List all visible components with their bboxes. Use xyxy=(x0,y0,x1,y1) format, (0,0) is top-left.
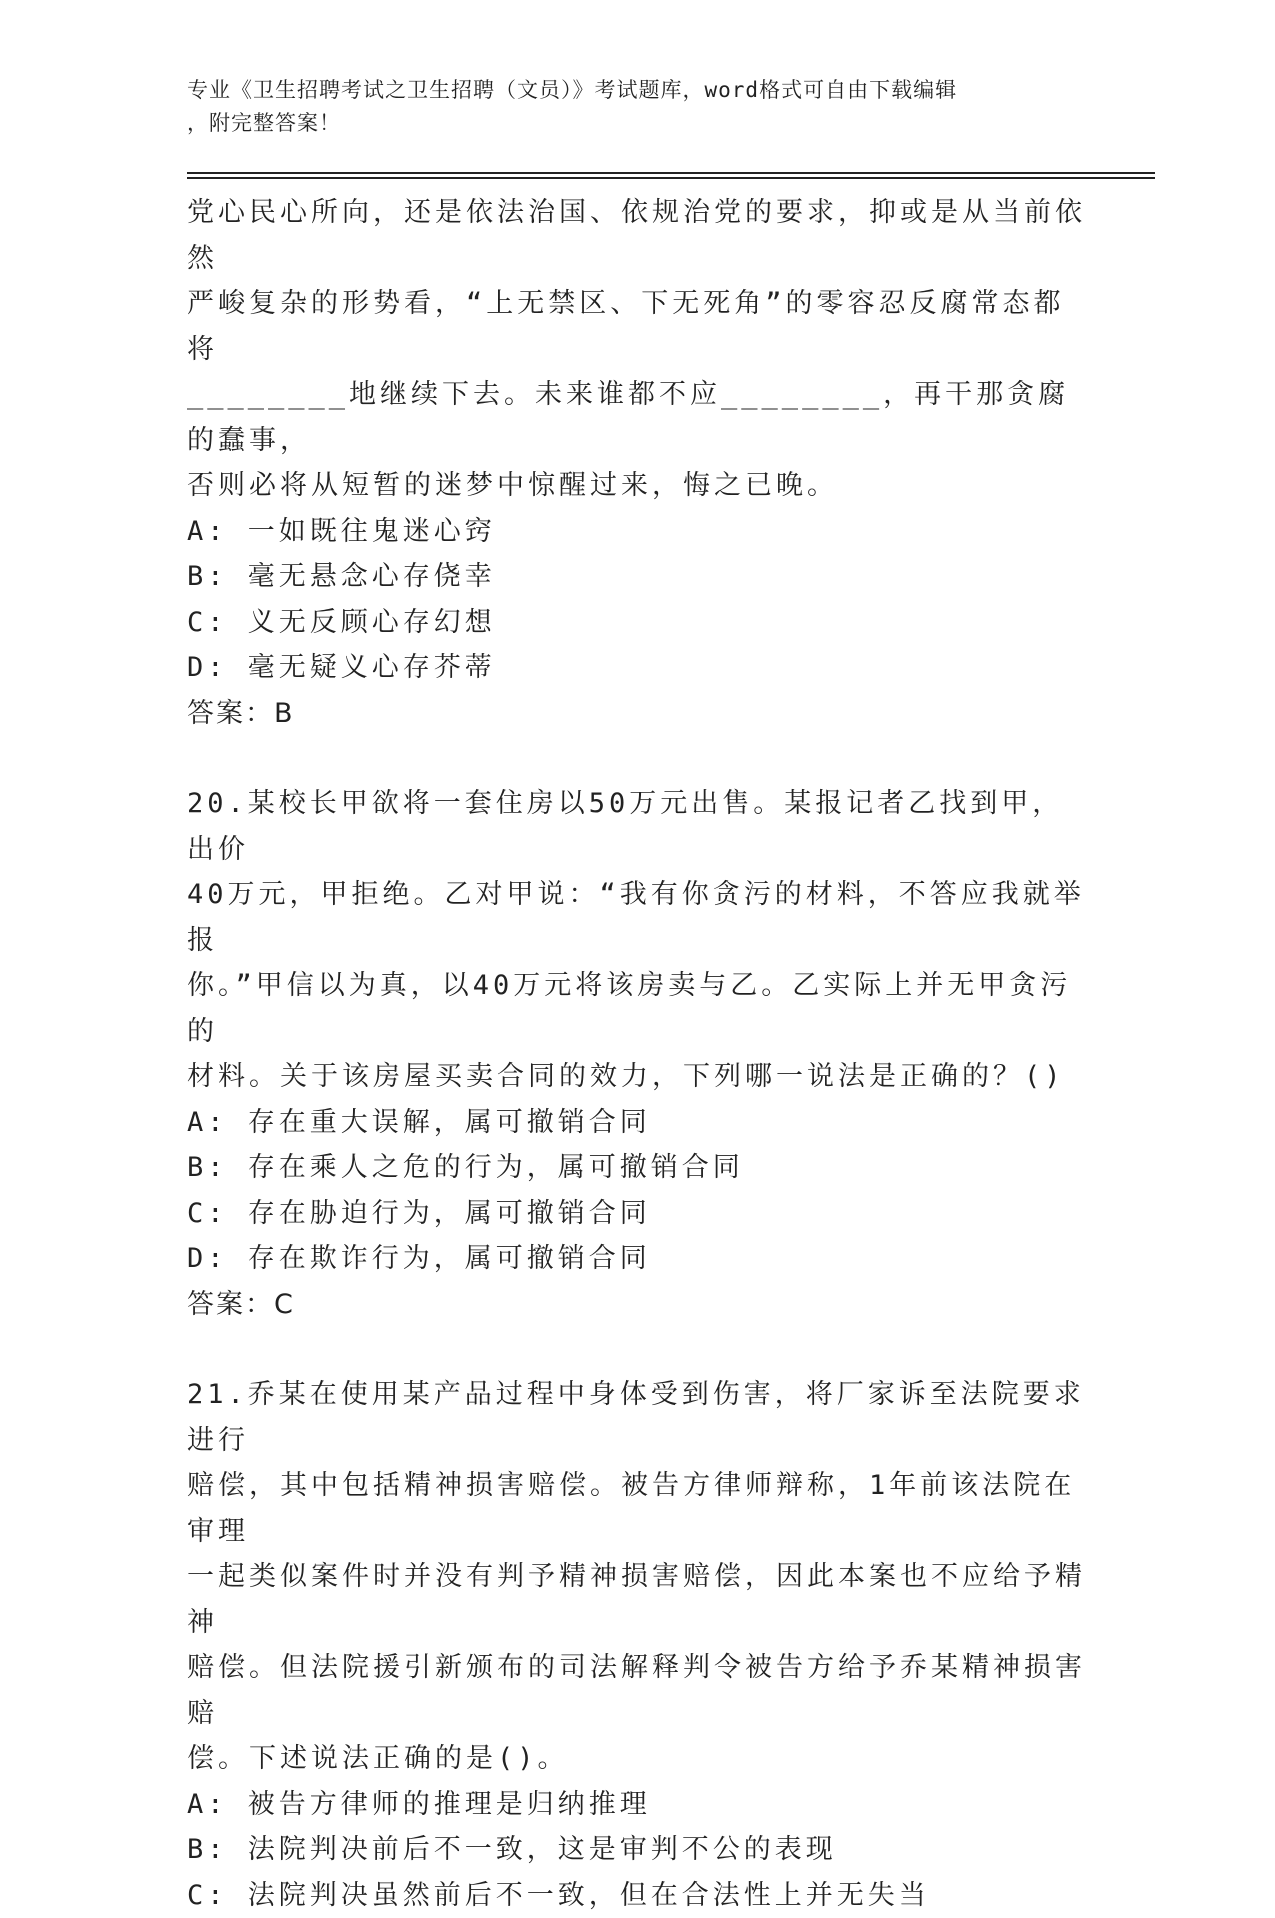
question-list xyxy=(187,190,1087,1918)
option-a: A: 一如既往鬼迷心窍 xyxy=(187,509,1087,555)
header-line-1: 专业《卫生招聘考试之卫生招聘（文员）》考试题库，word格式可自由下载编辑 xyxy=(187,74,1067,107)
option-d: D: 存在欺诈行为，属可撤销合同 xyxy=(187,1236,1087,1282)
question-line: ________地继续下去。未来谁都不应________，再干那贪腐的蠢事， xyxy=(187,372,1087,463)
answer-line: 答案：C xyxy=(187,1282,1087,1328)
option-b: B: 毫无悬念心存侥幸 xyxy=(187,554,1087,600)
header-rule-bottom xyxy=(187,177,1155,179)
question-line: 偿。下述说法正确的是()。 xyxy=(187,1736,1087,1782)
option-a: A: 被告方律师的推理是归纳推理 xyxy=(187,1782,1087,1828)
option-a: A: 存在重大误解，属可撤销合同 xyxy=(187,1100,1087,1146)
question-line: 党心民心所向，还是依法治国、依规治党的要求，抑或是从当前依然 xyxy=(187,190,1087,281)
answer-line: 答案：B xyxy=(187,691,1087,737)
option-c: C: 法院判决虽然前后不一致，但在合法性上并无失当 xyxy=(187,1873,1087,1918)
question-block xyxy=(187,1372,1087,1918)
question-block xyxy=(187,190,1087,736)
option-c: C: 义无反顾心存幻想 xyxy=(187,600,1087,646)
document-header xyxy=(187,74,1067,140)
question-line: 严峻复杂的形势看，“上无禁区、下无死角”的零容忍反腐常态都将 xyxy=(187,281,1087,372)
spacer xyxy=(187,1327,1087,1372)
question-line: 否则必将从短暂的迷梦中惊醒过来，悔之已晚。 xyxy=(187,463,1087,509)
question-line: 材料。关于该房屋买卖合同的效力，下列哪一说法是正确的？() xyxy=(187,1054,1087,1100)
header-line-2: ，附完整答案！ xyxy=(187,107,1067,140)
question-line: 21.乔某在使用某产品过程中身体受到伤害，将厂家诉至法院要求进行 xyxy=(187,1372,1087,1463)
header-rule-top xyxy=(187,172,1155,174)
question-block xyxy=(187,781,1087,1327)
option-c: C: 存在胁迫行为，属可撤销合同 xyxy=(187,1191,1087,1237)
option-b: B: 存在乘人之危的行为，属可撤销合同 xyxy=(187,1145,1087,1191)
question-line: 40万元，甲拒绝。乙对甲说：“我有你贪污的材料，不答应我就举报 xyxy=(187,872,1087,963)
question-line: 赔偿。但法院援引新颁布的司法解释判令被告方给予乔某精神损害赔 xyxy=(187,1645,1087,1736)
option-b: B: 法院判决前后不一致，这是审判不公的表现 xyxy=(187,1827,1087,1873)
question-line: 赔偿，其中包括精神损害赔偿。被告方律师辩称，1年前该法院在审理 xyxy=(187,1463,1087,1554)
question-line: 一起类似案件时并没有判予精神损害赔偿，因此本案也不应给予精神 xyxy=(187,1554,1087,1645)
question-line: 20.某校长甲欲将一套住房以50万元出售。某报记者乙找到甲，出价 xyxy=(187,781,1087,872)
spacer xyxy=(187,736,1087,781)
question-line: 你。”甲信以为真，以40万元将该房卖与乙。乙实际上并无甲贪污的 xyxy=(187,963,1087,1054)
option-d: D: 毫无疑义心存芥蒂 xyxy=(187,645,1087,691)
